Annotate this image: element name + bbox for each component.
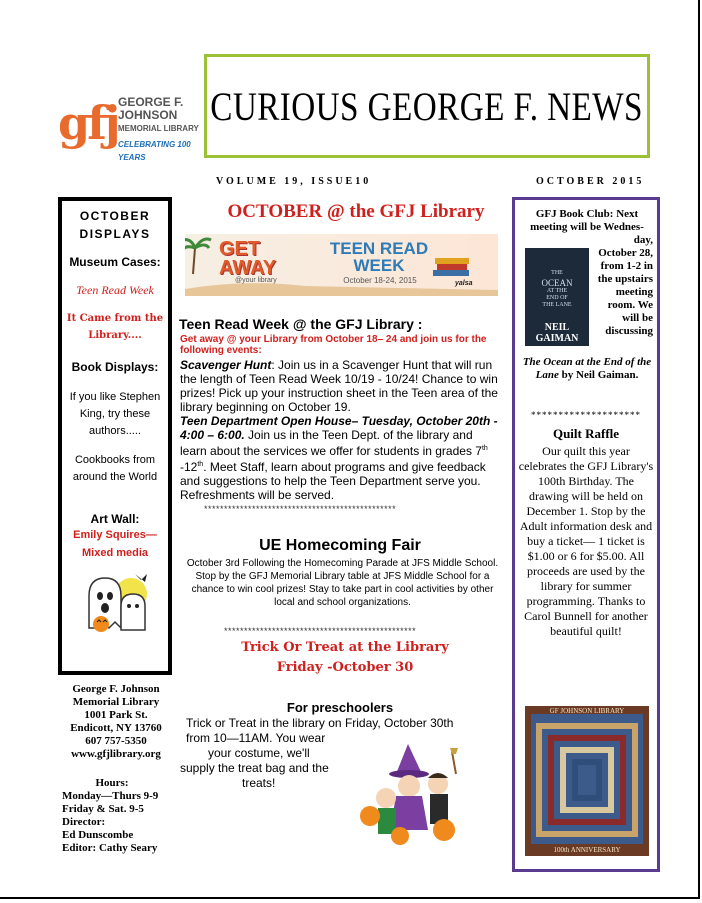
quilt-bottom-text: 100th ANNIVERSARY <box>553 846 621 854</box>
logo-line-memorial: MEMORIAL LIBRARY <box>118 124 199 133</box>
address-street: 1001 Park St. <box>84 709 148 721</box>
right-sidebar-box <box>512 197 660 872</box>
trick-or-treat-heading: Trick Or Treat at the Library Friday -October 30 <box>241 640 449 675</box>
teen-read-week-intro: Get away @ your Library from October 18– 24 and join us for the following events: <box>180 334 487 356</box>
director-label: Director: <box>62 816 106 828</box>
ghosts-illustration <box>75 570 155 632</box>
logo-letters: gfj <box>58 96 118 150</box>
quilt-photo <box>525 706 649 856</box>
museum-item-it-came: It Came from the Library.... <box>66 313 164 341</box>
banner-brand: yalsa <box>455 280 473 287</box>
art-wall-label: Art Wall: <box>90 512 140 526</box>
quilt-top-text: GF JOHNSON LIBRARY <box>549 707 625 715</box>
separator-stars-1: ************************************************ <box>204 504 397 514</box>
displays-title: OCTOBER DISPLAYS <box>79 209 151 241</box>
banner-dates: October 18-24, 2015 <box>343 276 417 285</box>
teen-events-body <box>180 358 502 516</box>
book-item-cookbooks: Cookbooks from around the World <box>72 454 158 483</box>
book-club-text: GFJ Book Club: Next meeting will be Wednes- day, October 28, from 1-2 in the upstairs meeting room. We will be discussing <box>530 208 653 337</box>
october-headline: OCTOBER @ the GFJ Library <box>227 201 485 222</box>
logo-line-george: GEORGE F. <box>118 95 184 109</box>
masthead-box <box>204 54 650 158</box>
scavenger-hunt-paragraph: Scavenger Hunt: Join us in a Scavenger Hunt that will run the length of Teen Read Week 10/19 - 10/24! Chance to win prizes! Pick up your instruction sheet in the Teen area of the library beginning on October 19. <box>180 358 498 414</box>
hours-label: Hours: <box>95 777 129 789</box>
quilt-raffle-body: Our quilt this year celebrates the GFJ Library's 100th Birthday. The drawing will be held on December 1. Stop by the Adult information desk and buy a ticket— 1 ticket is $1.00 or 6 for $5.00. All proceeds are used by the library for summer programming. Thanks to Carol Bunnell for another beautiful quilt! <box>518 444 654 638</box>
address-name: George F. Johnson Memorial Library <box>72 683 160 708</box>
address-city: Endicott, NY 13760 <box>70 722 162 734</box>
open-house-paragraph: Teen Department Open House– Tuesday, October 20th - 4:00 – 6:00. Join us in the Teen Dept. of the library and learn about the services we offer for students in grades 7th -12th. Meet Staff, learn about programs and give feedback and suggestions to help the Teen Department serve you. Refreshments will be served. <box>180 414 498 502</box>
logo-line-johnson: JOHNSON <box>118 108 178 122</box>
banner-get-away: GET AWAY <box>219 238 277 279</box>
address-phone: 607 757-5350 <box>85 735 147 747</box>
newsletter-title: CURIOUS GEORGE F. NEWS <box>210 83 644 129</box>
book-item-stephen-king: If you like Stephen King, try these authors..... <box>69 391 161 437</box>
hours-weekday: Monday—Thurs 9-9 <box>62 790 159 802</box>
director-name: Ed Dunscombe <box>62 829 134 841</box>
volume-issue: VOLUME 19, ISSUE10 <box>216 176 372 187</box>
issue-date: OCTOBER 2015 <box>536 176 645 187</box>
address-web[interactable]: www.gfjlibrary.org <box>71 748 161 760</box>
teen-read-week-banner <box>185 234 498 296</box>
library-hours <box>62 777 176 855</box>
preschoolers-body: Trick or Treat in the library on Friday, October 30th from 10—11AM. You wear your costume, we'll supply the treat bag and the treats! <box>180 716 454 790</box>
editor-name: Editor: Cathy Seary <box>62 842 158 854</box>
kids-costume-illustration <box>356 744 466 848</box>
preschoolers-heading: For preschoolers <box>286 700 394 715</box>
separator-stars-2: ************************************************ <box>224 626 417 636</box>
separator-stars-right: ******************** <box>531 410 641 420</box>
museum-item-teen-read: Teen Read Week <box>76 283 154 297</box>
teen-read-week-heading: Teen Read Week @ the GFJ Library : <box>179 316 423 332</box>
art-wall-item: Emily Squires— Mixed media <box>73 529 157 559</box>
banner-at-library: @your library <box>235 277 277 284</box>
ue-homecoming-body: October 3rd Following the Homecoming Parade at JFS Middle School. Stop by the GFJ Memorial Library table at JFS Middle School for a chance to win cool prizes! Stay to take part in cool activities by other local and school organizations. <box>186 558 499 608</box>
hours-weekend: Friday & Sat. 9-5 <box>62 803 144 815</box>
logo-line-celebrating: CELEBRATING 100 YEARS <box>118 140 191 162</box>
banner-teen-read-week: TEEN READ WEEK <box>329 239 429 275</box>
ocean-book-cover: THE OCEAN AT THE END OF THE LANE NEIL GAIMAN <box>525 248 589 346</box>
book-displays-label: Book Displays: <box>71 360 159 374</box>
book-club-title: The Ocean at the End of the Lane by Neil Gaiman. <box>522 356 652 381</box>
library-logo[interactable] <box>58 92 203 164</box>
ue-homecoming-heading: UE Homecoming Fair <box>259 537 421 554</box>
october-displays-box <box>58 197 172 675</box>
library-address <box>58 683 174 761</box>
quilt-raffle-heading: Quilt Raffle <box>552 426 620 441</box>
museum-cases-label: Museum Cases: <box>69 255 161 269</box>
